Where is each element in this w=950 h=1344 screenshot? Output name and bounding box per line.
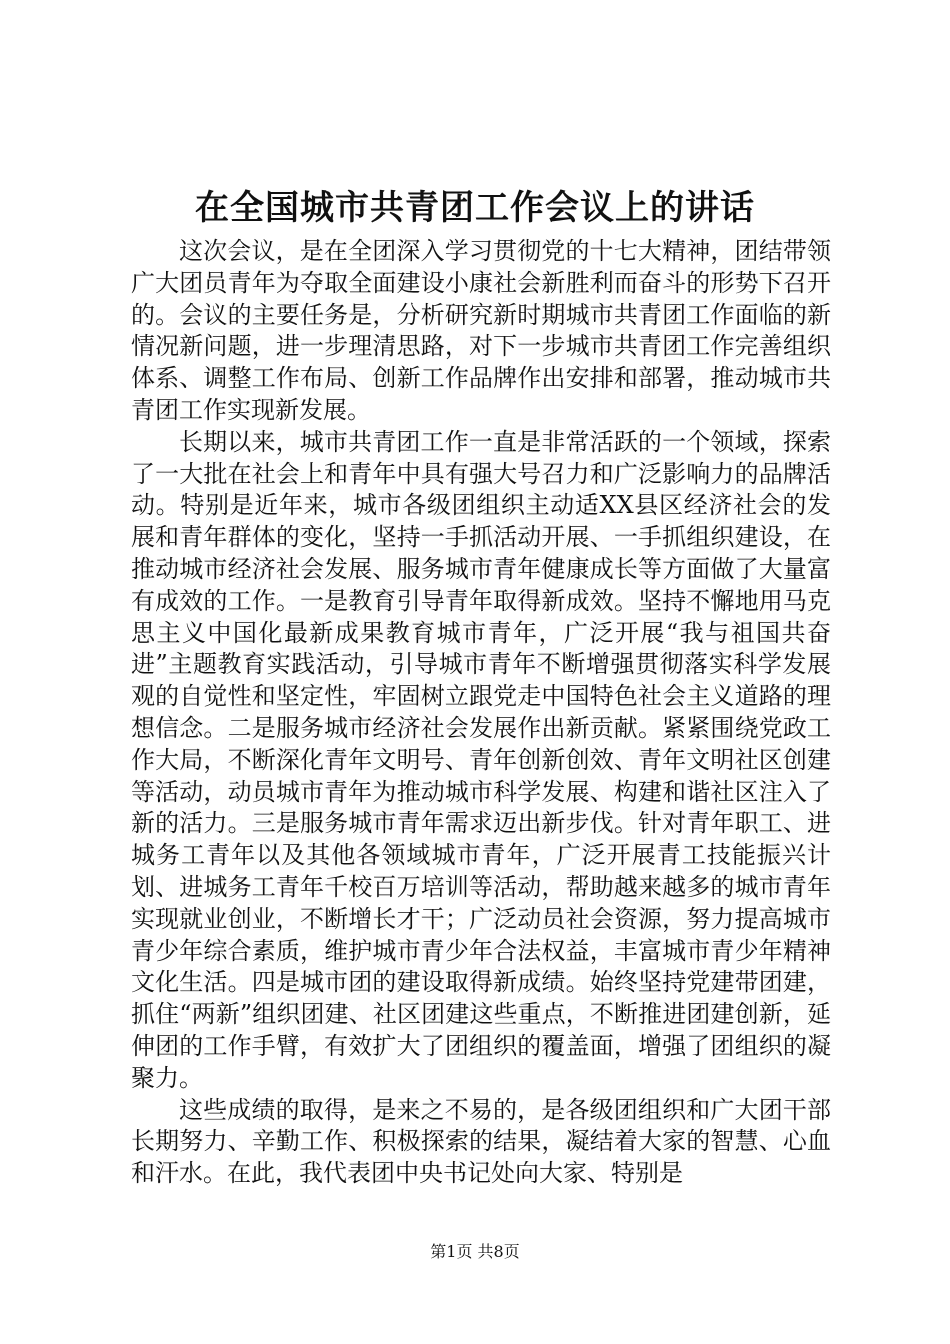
document-body — [131, 236, 831, 1190]
paragraph-2: 长期以来，城市共青团工作一直是非常活跃的一个领域，探索了一大批在社会上和青年中具有强大号召力和广泛影响力的品牌活动。特别是近年来，城市各级团组织主动适XX县区经济社会的发展和青年群体的变化，坚持一手抓活动开展、一手抓组织建设，在推动城市经济社会发展、服务城市青年健康成长等方面做了大量富有成效的工作。一是教育引导青年取得新成效。坚持不懈地用马克思主义中国化最新成果教育城市青年，广泛开展“我与祖国共奋进”主题教育实践活动，引导城市青年不断增强贯彻落实科学发展观的自觉性和坚定性，牢固树立跟党走中国特色社会主义道路的理想信念。二是服务城市经济社会发展作出新贡献。紧紧围绕党政工作大局，不断深化青年文明号、青年创新创效、青年文明社区创建等活动，动员城市青年为推动城市科学发展、构建和谐社区注入了新的活力。三是服务城市青年需求迈出新步伐。针对青年职工、进城务工青年以及其他各领域城市青年，广泛开展青工技能振兴计划、进城务工青年千校百万培训等活动，帮助越来越多的城市青年实现就业创业，不断增长才干；广泛动员社会资源，努力提高城市青少年综合素质，维护城市青少年合法权益，丰富城市青少年精神文化生活。四是城市团的建设取得新成绩。始终坚持党建带团建，抓住“两新”组织团建、社区团建这些重点，不断推进团建创新，延伸团的工作手臂，有效扩大了团组织的覆盖面，增强了团组织的凝聚力。 — [131, 427, 831, 1092]
paragraph-1: 这次会议，是在全团深入学习贯彻党的十七大精神，团结带领广大团员青年为夺取全面建设小康社会新胜利而奋斗的形势下召开的。会议的主要任务是，分析研究新时期城市共青团工作面临的新情况新问题，进一步理清思路，对下一步城市共青团工作完善组织体系、调整工作布局、创新工作品牌作出安排和部署，推动城市共青团工作实现新发展。 — [131, 237, 831, 424]
paragraph-3: 这些成绩的取得，是来之不易的，是各级团组织和广大团干部长期努力、辛勤工作、积极探索的结果，凝结着大家的智慧、心血和汗水。在此，我代表团中央书记处向大家、特别是 — [131, 1095, 831, 1188]
document-title: 在全国城市共青团工作会议上的讲话 — [195, 188, 755, 228]
page-number-footer: 第1页 共8页 — [430, 1242, 520, 1261]
